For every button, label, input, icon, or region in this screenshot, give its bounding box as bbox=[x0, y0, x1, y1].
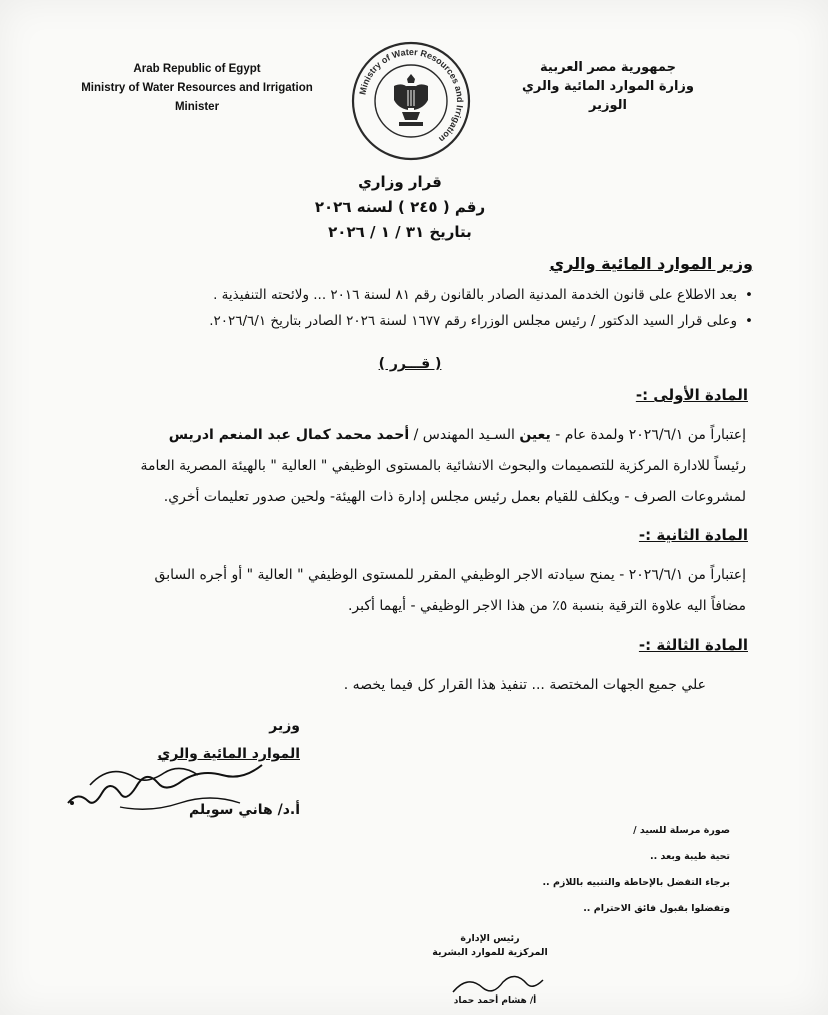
en-country: Arab Republic of Egypt bbox=[133, 63, 261, 75]
copy-recipient: صورة مرسلة للسيد / bbox=[633, 825, 730, 836]
hr-title: رئيس الإدارة bbox=[460, 933, 520, 944]
signature-ministry: الموارد المائية والري bbox=[157, 746, 300, 762]
svg-text:Ministry of Water Resources an: Ministry of Water Resources and Irrigation bbox=[357, 46, 466, 145]
ar-country: جمهورية مصر العربية bbox=[540, 60, 676, 75]
signature-title: وزير bbox=[269, 718, 300, 734]
decree-number: رقم ( ٢٤٥ ) لسنه ٢٠٢٦ bbox=[314, 198, 486, 216]
decided-label: ( قـــرر ) bbox=[378, 356, 442, 372]
ar-ministry: وزارة الموارد المائية والري bbox=[522, 79, 694, 94]
decree-type: قرار وزاري bbox=[358, 173, 442, 191]
copy-request: برجاء التفضل بالإحاطة والتنبيه باللازم .. bbox=[542, 877, 730, 888]
article1-line1: إعتباراً من ٢٠٢٦/٦/١ ولمدة عام - يعين السـيد المهندس / أحمد محمد كمال عبد المنعم ادريس bbox=[168, 427, 746, 443]
article2-heading: المادة الثانية :- bbox=[638, 526, 748, 544]
copy-note bbox=[530, 818, 730, 922]
appointee-name: أحمد محمد كمال عبد المنعم ادريس bbox=[168, 427, 410, 443]
english-letterhead bbox=[72, 60, 322, 117]
article2-line2: مضافاً اليه علاوة الترقية بنسبة ٥٪ من هذا الاجر الوظيفي - أيهما أكبر. bbox=[347, 598, 746, 614]
preamble-item: • وعلى قرار السيد الدكتور / رئيس مجلس الوزراء رقم ١٦٧٧ لسنة ٢٠٢٦ الصادر بتاريخ ٢٠٢٦/٦/١. bbox=[73, 308, 753, 334]
article1-line2: رئيساً للادارة المركزية للتصميمات والبحوث الانشائية بالمستوى الوظيفي " العالية " بالهيئة المصرية العامة bbox=[140, 458, 746, 474]
article3-heading: المادة الثالثة :- bbox=[638, 636, 748, 654]
article1-line3: لمشروعات الصرف - ويكلف للقيام بعمل رئيس مجلس إدارة ذات الهيئة- ولحين صدور تعليمات أخري. bbox=[163, 489, 746, 505]
ar-minister: الوزير bbox=[589, 98, 627, 113]
minister-heading: وزير الموارد المائية والري bbox=[549, 254, 753, 273]
en-ministry: Ministry of Water Resources and Irrigation bbox=[81, 82, 313, 94]
article1-heading: المادة الأولى :- bbox=[635, 386, 748, 404]
hr-department: المركزية للموارد البشرية bbox=[432, 947, 548, 958]
article2-line1: إعتباراً من ٢٠٢٦/٦/١ - يمنح سيادته الاجر الوظيفي المقرر للمستوى الوظيفي " العالية " أو أجره السابق bbox=[154, 567, 746, 583]
ministry-seal-icon bbox=[350, 40, 472, 162]
handwritten-signature-icon bbox=[60, 745, 290, 820]
article3-body bbox=[36, 670, 706, 701]
en-minister: Minister bbox=[174, 101, 220, 113]
article3-line1: علي جميع الجهات المختصة ... تنفيذ هذا القرار كل فيما يخصه . bbox=[343, 677, 706, 693]
copy-closing: وتفضلوا بقبول فائق الاحترام .. bbox=[583, 903, 730, 914]
arabic-letterhead bbox=[508, 58, 708, 115]
hr-signature-scribble-icon bbox=[448, 972, 548, 998]
copy-greeting: تحية طيبة وبعد .. bbox=[650, 851, 730, 862]
decree-title bbox=[280, 170, 520, 245]
article2-body bbox=[76, 560, 746, 622]
article1-body bbox=[76, 420, 746, 513]
preamble-item: • بعد الاطلاع على قانون الخدمة المدنية الصادر بالقانون رقم ٨١ لسنة ٢٠١٦ ... ولائحته التنفيذية . bbox=[73, 282, 753, 308]
hr-signature-block bbox=[420, 932, 560, 960]
hr-signatory-name: أ/ هشام أحمد حماد bbox=[453, 996, 537, 1006]
preamble-list bbox=[73, 282, 753, 334]
decree-date: بتاريخ ٣١ / ١ / ٢٠٢٦ bbox=[328, 223, 472, 241]
signatory-name: أ.د/ هاني سويلم bbox=[188, 802, 300, 818]
